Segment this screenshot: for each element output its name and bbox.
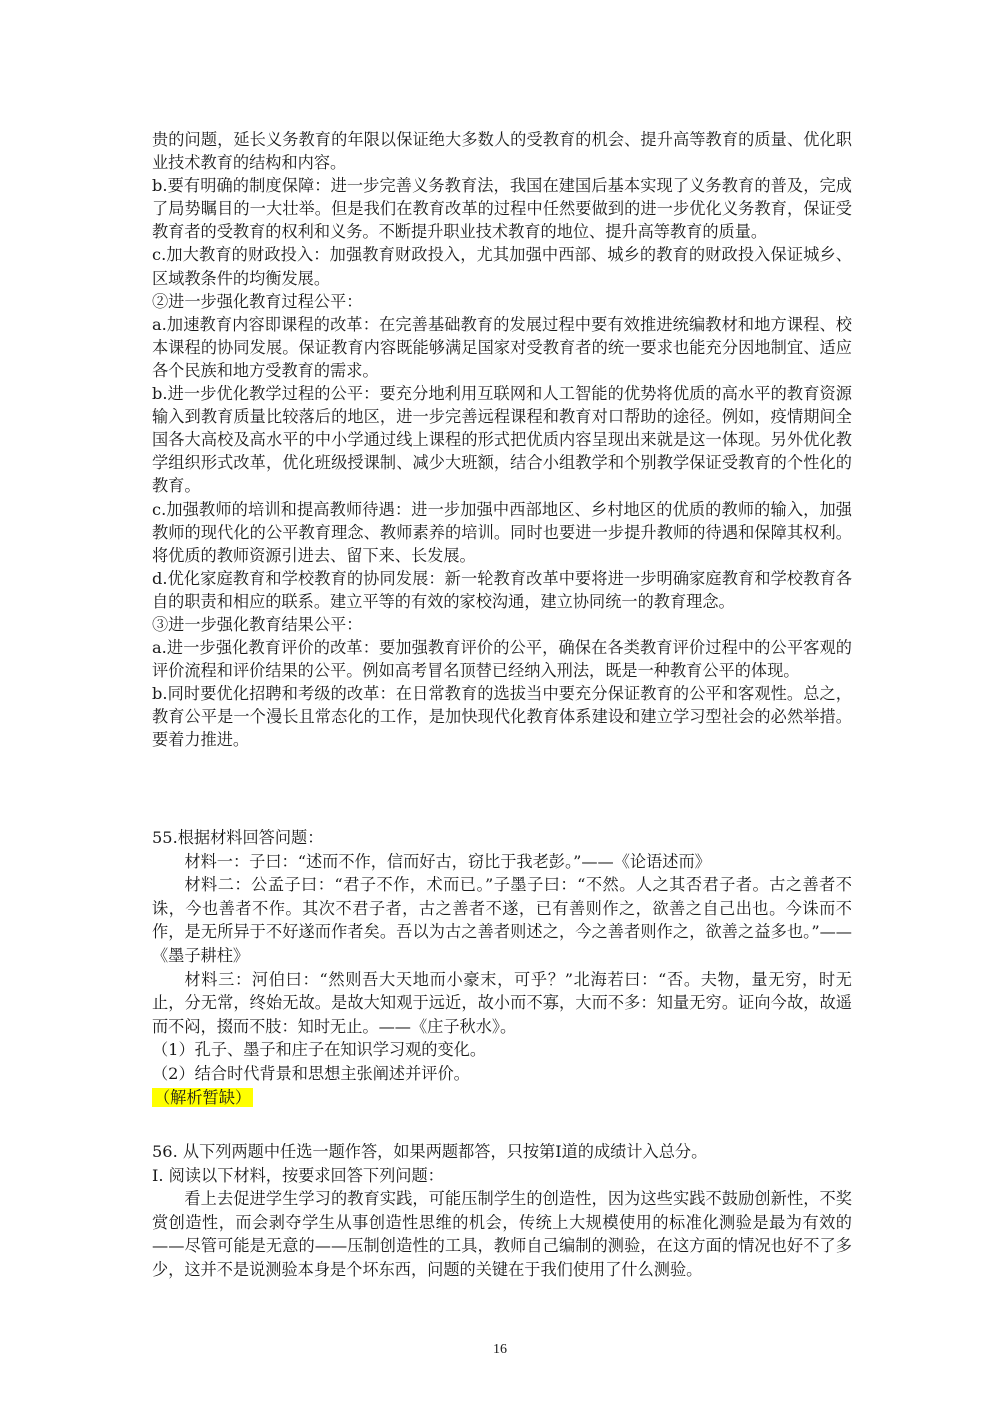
paragraph: a.加速教育内容即课程的改革：在完善基础教育的发展过程中要有效推进统编教材和地方课程、校本课程的协同发展。保证教育内容既能够满足国家对受教育者的统一要求也能充分因地制宜、适应各个民族和地方受教育的需求。 [152,314,852,380]
question-title: 56. 从下列两题中任选一题作答，如果两题都答，只按第I道的成绩计入总分。 [152,1142,708,1161]
paragraph: c.加强教师的培训和提高教师待遇：进一步加强中西部地区、乡村地区的优质的教师的输入，加强教师的现代化的公平教育理念、教师素养的培训。同时也要进一步提升教师的待遇和保障其权利。将优质的教师资源引进去、留下来、长发展。 [152,499,852,565]
answer-continuation [152,128,852,752]
subheading: ②进一步强化教育过程公平： [152,291,363,311]
paragraph: 贵的问题，延长义务教育的年限以保证绝大多数人的受教育的机会、提升高等教育的质量、优化职业技术教育的结构和内容。 [152,130,852,173]
page-number: 16 [493,1342,507,1357]
note-line [152,1086,852,1110]
material-1: 材料一：子曰：“述而不作，信而好古，窃比于我老彭。”——《论语述而》 [184,851,711,871]
paragraph: b.同时要优化招聘和考级的改革：在日常教育的选拔当中要充分保证教育的公平和客观性。总之，教育公平是一个漫长且常态化的工作，是加快现代化教育体系建设和建立学习型社会的必然举措。要着力推进。 [152,684,852,750]
paragraph: b.要有明确的制度保障：进一步完善义务教育法，我国在建国后基本实现了义务教育的普及，完成了局势瞩目的一大壮举。但是我们在教育改革的过程中任然要做到的进一步优化义务教育，保证受教育者的受教育的权利和义务。不断提升职业技术教育的地位、提升高等教育的质量。 [152,176,852,242]
paragraph: d.优化家庭教育和学校教育的协同发展：新一轮教育改革中要将进一步明确家庭教育和学校教育各自的职责和相应的联系。建立平等的有效的家校沟通，建立协同统一的教育理念。 [152,568,852,611]
question-title: 55.根据材料回答问题： [152,828,324,847]
question-55 [152,826,852,1109]
material-3: 材料三：河伯曰：“然则吾大天地而小豪末，可乎？”北海若曰：“否。夫物，量无穷，时无止，分无常，终始无故。是故大知观于远近，故小而不寡，大而不多：知量无穷。证向今故，故遥而不闷，掇而不肢：知时无止。——《庄子秋水》。 [152,969,852,1036]
material-body: 看上去促进学生学习的教育实践，可能压制学生的创造性，因为这些实践不鼓励创新性，不奖赏创造性，而会剥夺学生从事创造性思维的机会，传统上大规模使用的标准化测验是最为有效的——尽管可能是无意的——压制创造性的工具，教师自己编制的测验，在这方面的情况也好不了多少，这并不是说测验本身是个坏东西，问题的关键在于我们使用了什么测验。 [152,1189,852,1279]
question-56 [152,1140,852,1282]
paragraph: c.加大教育的财政投入：加强教育财政投入，尤其加强中西部、城乡的教育的财政投入保证城乡、区域教条件的均衡发展。 [152,245,852,288]
paragraph: a.进一步强化教育评价的改革：要加强教育评价的公平，确保在各类教育评价过程中的公平客观的评价流程和评价结果的公平。例如高考冒名顶替已经纳入刑法，既是一种教育公平的体现。 [152,638,852,681]
paragraph: b.进一步优化教学过程的公平：要充分地利用互联网和人工智能的优势将优质的高水平的教育资源输入到教育质量比较落后的地区，进一步完善远程课程和教育对口帮助的途径。例如，疫情期间全国各大高校及高水平的中小学通过线上课程的形式把优质内容呈现出来就是这一体现。另外优化教学组织形式改革，优化班级授课制、减少大班额，结合小组教学和个别教学保证受教育的个性化的教育。 [152,384,852,496]
sub-question-2: （2）结合时代背景和思想主张阐述并评价。 [152,1063,470,1083]
sub-heading: I. 阅读以下材料，按要求回答下列问题： [152,1165,444,1185]
highlighted-note: （解析暂缺） [154,1087,252,1107]
material-2: 材料二：公孟子曰：“君子不作，术而已。”子墨子曰：“不然。人之其否君子者。古之善者不诛，今也善者不作。其次不君子者，古之善者不遂，已有善则作之，欲善之自己出也。今诛而不作，是无所异于不好遂而作者矣。吾以为古之善者则述之，今之善者则作之，欲善之益多也。”——《墨子耕柱》 [152,875,852,965]
sub-question-1: （1）孔子、墨子和庄子在知识学习观的变化。 [152,1040,487,1060]
subheading: ③进一步强化教育结果公平： [152,614,363,634]
